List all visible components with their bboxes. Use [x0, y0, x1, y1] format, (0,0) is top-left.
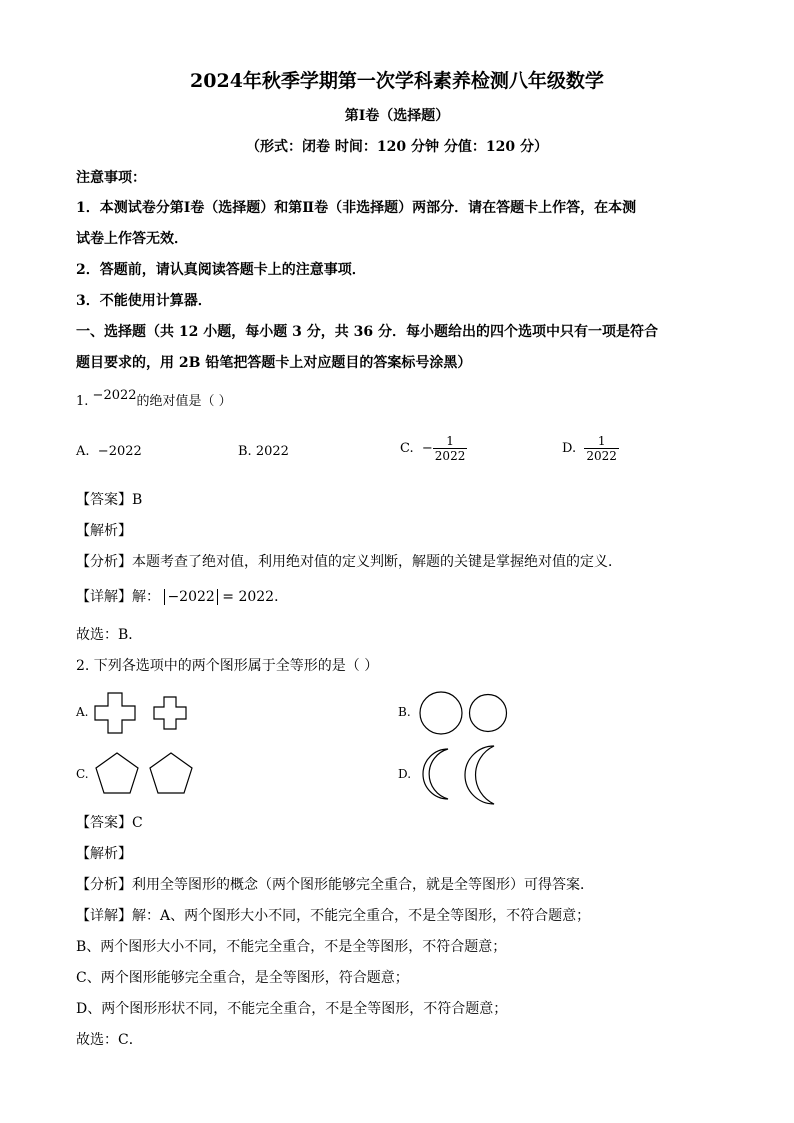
note-1-line-1: 1．本测试卷分第Ⅰ卷（选择题）和第Ⅱ卷（非选择题）两部分．请在答题卡上作答，在本测 — [76, 200, 637, 216]
q2-option-b-label: B. — [398, 705, 411, 719]
pentagon-right — [150, 753, 192, 793]
q2-analysis-tag: 【解析】 — [76, 846, 132, 862]
fraction-numerator: 1 — [433, 434, 468, 449]
circle-small — [470, 695, 507, 732]
option-sign: − — [421, 441, 433, 456]
option-value: 2022 — [255, 444, 289, 459]
q1-conclusion: 故选：B． — [76, 627, 143, 643]
q1-xiangjie — [76, 588, 288, 606]
q2-xiangjie-a — [76, 907, 590, 925]
q1-stem-text: 的绝对值是（ ） — [136, 394, 232, 409]
note-2: 2．答题前，请认真阅读答题卡上的注意事项． — [76, 262, 366, 278]
fraction-numerator: 1 — [584, 434, 619, 449]
answer-tag: 【答案】 — [76, 815, 132, 831]
q1-stem-value: −2022 — [92, 388, 137, 403]
option-label: B. — [238, 444, 252, 459]
page-title: 2024年秋季学期第一次学科素养检测八年级数学 — [190, 70, 604, 92]
q1-option-c — [400, 434, 467, 463]
crescent-small — [423, 749, 448, 799]
answer-value: B — [132, 492, 143, 508]
q2-option-d-label: D. — [398, 767, 412, 781]
fenxi-text: 利用全等图形的概念（两个图形能够完全重合，就是全等图形）可得答案． — [132, 877, 594, 893]
q2-answer — [76, 814, 143, 832]
xiangjie-end: ． — [274, 589, 289, 605]
q2-xiangjie-c: C、两个图形能够完全重合，是全等图形，符合题意； — [76, 970, 409, 986]
circle-large — [420, 692, 462, 734]
q2-conclusion: 故选：C． — [76, 1032, 143, 1048]
q1-option-a — [76, 444, 142, 459]
xiangjie-text: 解：A、两个图形大小不同，不能完全重合，不是全等图形，不符合题意； — [132, 908, 591, 924]
xiangjie-tag: 【详解】 — [76, 589, 132, 605]
answer-tag: 【答案】 — [76, 492, 132, 508]
fenxi-text: 本题考查了绝对值，利用绝对值的定义判断，解题的关键是掌握绝对值的定义． — [132, 554, 622, 570]
q1-option-d — [562, 434, 619, 463]
fraction — [584, 434, 619, 463]
fenxi-tag: 【分析】 — [76, 554, 132, 570]
q2-option-d-figure — [418, 744, 508, 806]
q2-xiangjie-b: B、两个图形大小不同，不能完全重合，不是全等图形，不符合题意； — [76, 939, 507, 955]
xiangjie-tag: 【详解】 — [76, 908, 132, 924]
section-title: 第Ⅰ卷（选择题） — [344, 108, 450, 124]
notes-heading: 注意事项： — [76, 170, 146, 186]
crescent-large — [465, 746, 494, 804]
fraction-denominator: 2022 — [434, 449, 466, 463]
q1-stem — [76, 388, 232, 411]
fraction-denominator: 2022 — [586, 449, 617, 463]
part1-heading-line-1: 一、选择题（共 12 小题，每小题 3 分，共 36 分．每小题给出的四个选项中只有一项是符合 — [76, 324, 658, 340]
q2-xiangjie-d: D、两个图形形状不同，不能完全重合，不是全等图形，不符合题意； — [76, 1001, 508, 1017]
answer-value: C — [132, 815, 143, 831]
part1-heading-line-2: 题目要求的，用 2B 铅笔把答题卡上对应题目的答案标号涂黑） — [76, 355, 472, 371]
option-label: C. — [400, 441, 414, 456]
xiangjie-prefix: 解： — [132, 589, 160, 605]
note-3: 3．不能使用计算器． — [76, 293, 212, 309]
q2-option-c-label: C. — [76, 767, 89, 781]
option-label: D. — [562, 441, 577, 456]
pentagon-left — [96, 753, 138, 793]
q2-fenxi — [76, 876, 594, 894]
cross-shape-small — [154, 697, 186, 729]
fenxi-tag: 【分析】 — [76, 877, 132, 893]
q1-fenxi — [76, 553, 622, 571]
q2-option-a-label: A. — [76, 705, 89, 719]
q2-option-c-figure — [94, 750, 199, 798]
absolute-value-expression: −2022 — [164, 589, 217, 605]
q1-option-b — [238, 444, 289, 459]
option-label: A. — [76, 444, 90, 459]
q1-analysis-tag: 【解析】 — [76, 523, 132, 539]
exam-info: （形式：闭卷 时间：120 分钟 分值：120 分） — [246, 139, 548, 155]
option-value: −2022 — [97, 444, 142, 459]
q2-stem: 2. 下列各选项中的两个图形属于全等形的是（ ） — [76, 658, 379, 674]
xiangjie-result: = 2022 — [222, 589, 275, 605]
cross-shape-large — [95, 693, 135, 733]
q1-answer — [76, 491, 142, 509]
note-1-line-2: 试卷上作答无效． — [76, 231, 188, 247]
q1-number: 1. — [76, 394, 89, 409]
q2-option-b-figure — [418, 690, 513, 736]
q2-option-a-figure — [94, 692, 194, 734]
fraction — [433, 434, 468, 463]
